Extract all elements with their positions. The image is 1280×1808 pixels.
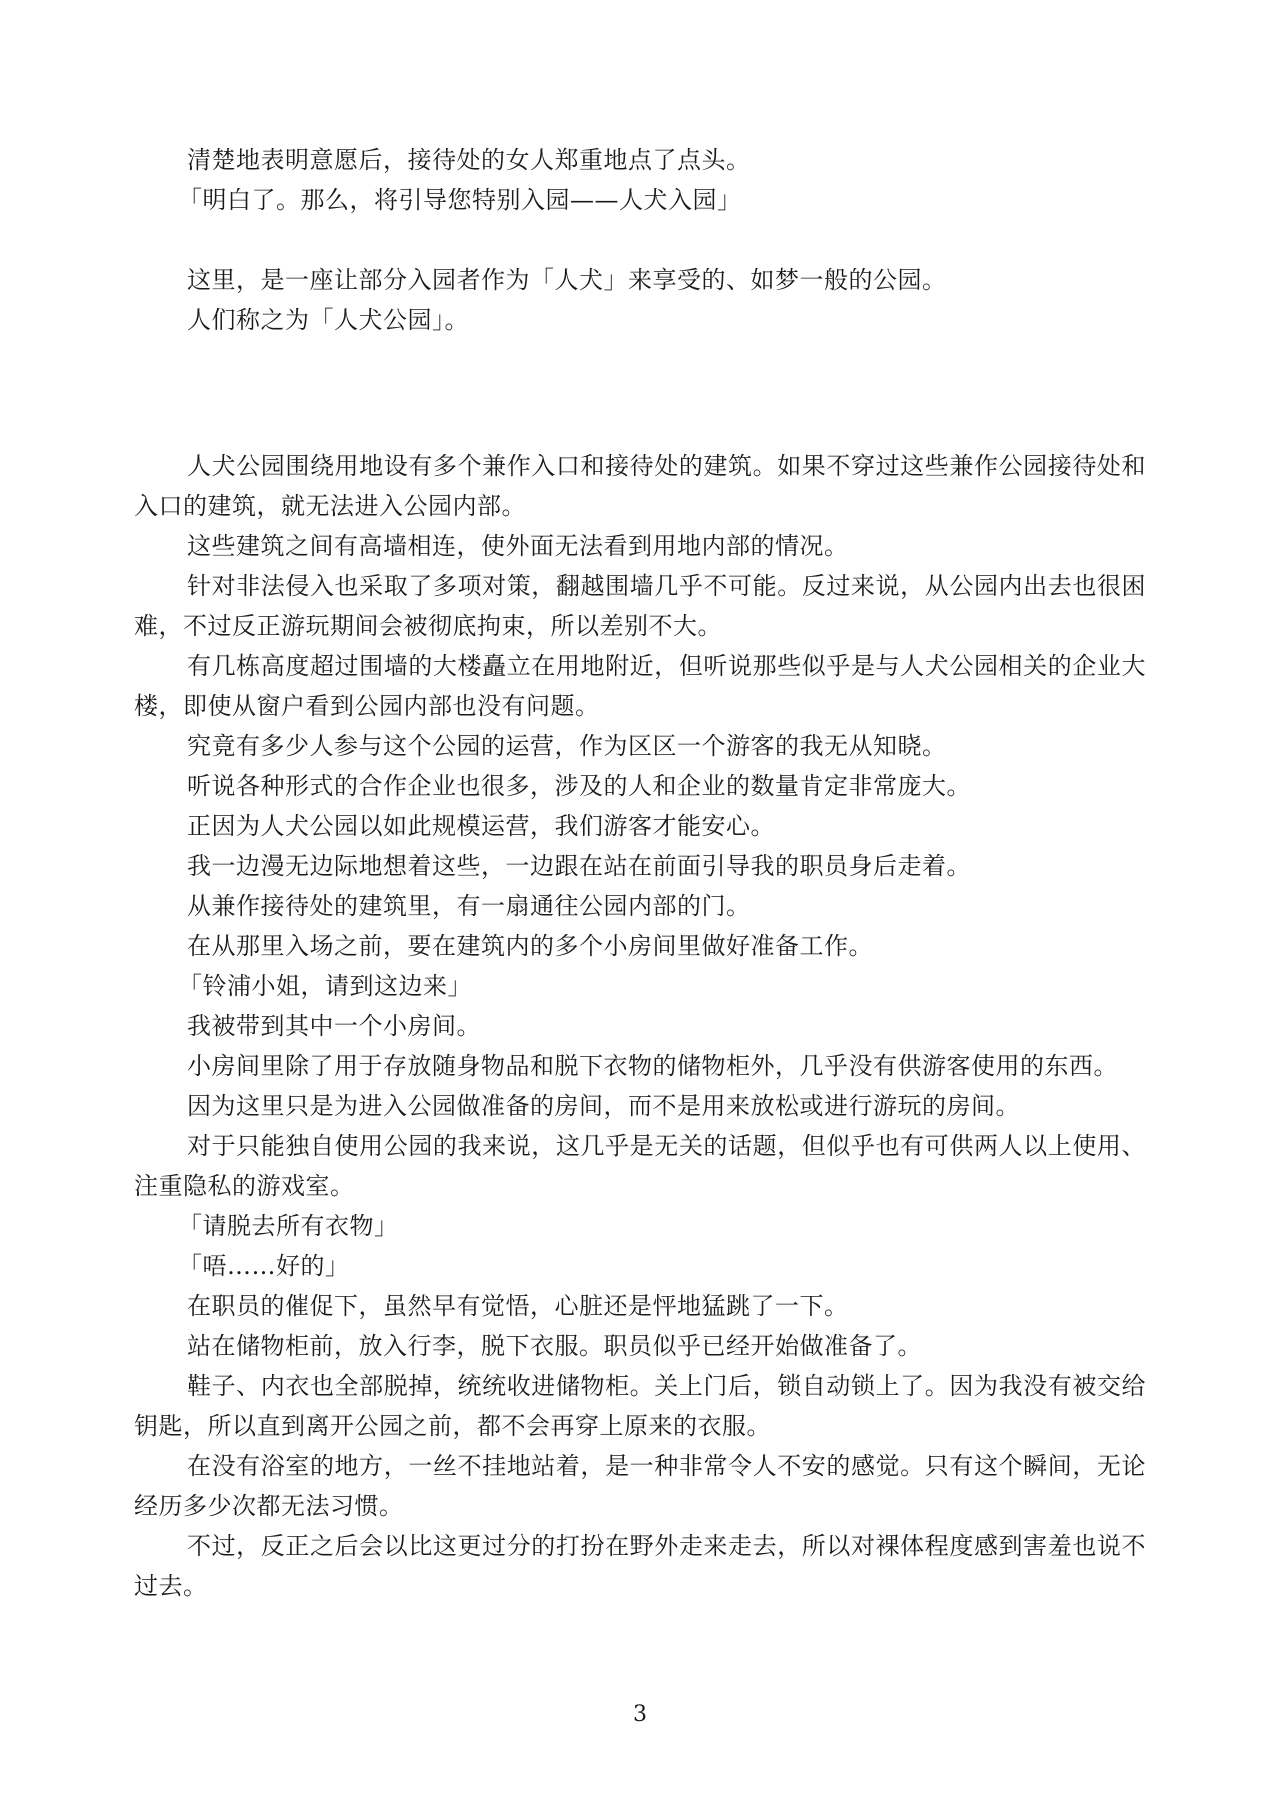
dialogue-line: 「唔……好的」: [178, 1252, 350, 1280]
paragraph: 这些建筑之间有高墙相连，使外面无法看到用地内部的情况。: [187, 532, 849, 560]
paragraph: 不过，反正之后会以比这更过分的打扮在野外走来走去，所以对裸体程度感到害羞也说不过去。: [134, 1532, 1146, 1600]
paragraph: 究竟有多少人参与这个公园的运营，作为区区一个游客的我无从知晓。: [187, 732, 947, 760]
paragraph: 对于只能独自使用公园的我来说，这几乎是无关的话题，但似乎也有可供两人以上使用、注重隐私的游戏室。: [134, 1132, 1146, 1200]
paragraph: 清楚地表明意愿后，接待处的女人郑重地点了点头。: [187, 146, 751, 174]
paragraph: 站在储物柜前，放入行李，脱下衣服。职员似乎已经开始做准备了。: [187, 1332, 922, 1360]
paragraph: 人们称之为「人犬公园」。: [187, 306, 469, 334]
opening-section: [134, 140, 1146, 340]
paragraph: 在没有浴室的地方，一丝不挂地站着，是一种非常令人不安的感觉。只有这个瞬间，无论经历多少次都无法习惯。: [134, 1452, 1146, 1520]
paragraph: 听说各种形式的合作企业也很多，涉及的人和企业的数量肯定非常庞大。: [187, 772, 971, 800]
paragraph: 在职员的催促下，虽然早有觉悟，心脏还是怦地猛跳了一下。: [187, 1292, 849, 1320]
dialogue-line: 「明白了。那么，将引导您特别入园——人犬入园」: [178, 186, 742, 214]
paragraph: 在从那里入场之前，要在建筑内的多个小房间里做好准备工作。: [187, 932, 873, 960]
paragraph: 这里，是一座让部分入园者作为「人犬」来享受的、如梦一般的公园。: [187, 266, 947, 294]
paragraph: 我一边漫无边际地想着这些，一边跟在站在前面引导我的职员身后走着。: [187, 852, 971, 880]
paragraph: 小房间里除了用于存放随身物品和脱下衣物的储物柜外，几乎没有供游客使用的东西。: [187, 1052, 1118, 1080]
paragraph: 我被带到其中一个小房间。: [187, 1012, 481, 1040]
page-number: 3: [633, 1702, 647, 1727]
paragraph: 因为这里只是为进入公园做准备的房间，而不是用来放松或进行游玩的房间。: [187, 1092, 1020, 1120]
paragraph: 针对非法侵入也采取了多项对策，翻越围墙几乎不可能。反过来说，从公园内出去也很困难，不过反正游玩期间会被彻底拘束，所以差别不大。: [134, 572, 1146, 640]
paragraph: 人犬公园围绕用地设有多个兼作入口和接待处的建筑。如果不穿过这些兼作公园接待处和入口的建筑，就无法进入公园内部。: [134, 452, 1146, 520]
dialogue-line: 「请脱去所有衣物」: [178, 1212, 399, 1240]
paragraph: 正因为人犬公园以如此规模运营，我们游客才能安心。: [187, 812, 775, 840]
paragraph: 有几栋高度超过围墙的大楼矗立在用地附近，但听说那些似乎是与人犬公园相关的企业大楼，即使从窗户看到公园内部也没有问题。: [134, 652, 1146, 720]
dialogue-line: 「铃浦小姐，请到这边来」: [178, 972, 472, 1000]
main-section: [134, 446, 1146, 1606]
blank-line: [134, 220, 1146, 260]
paragraph: 从兼作接待处的建筑里，有一扇通往公园内部的门。: [187, 892, 751, 920]
paragraph: 鞋子、内衣也全部脱掉，统统收进储物柜。关上门后，锁自动锁上了。因为我没有被交给钥匙，所以直到离开公园之前，都不会再穿上原来的衣服。: [134, 1372, 1146, 1440]
